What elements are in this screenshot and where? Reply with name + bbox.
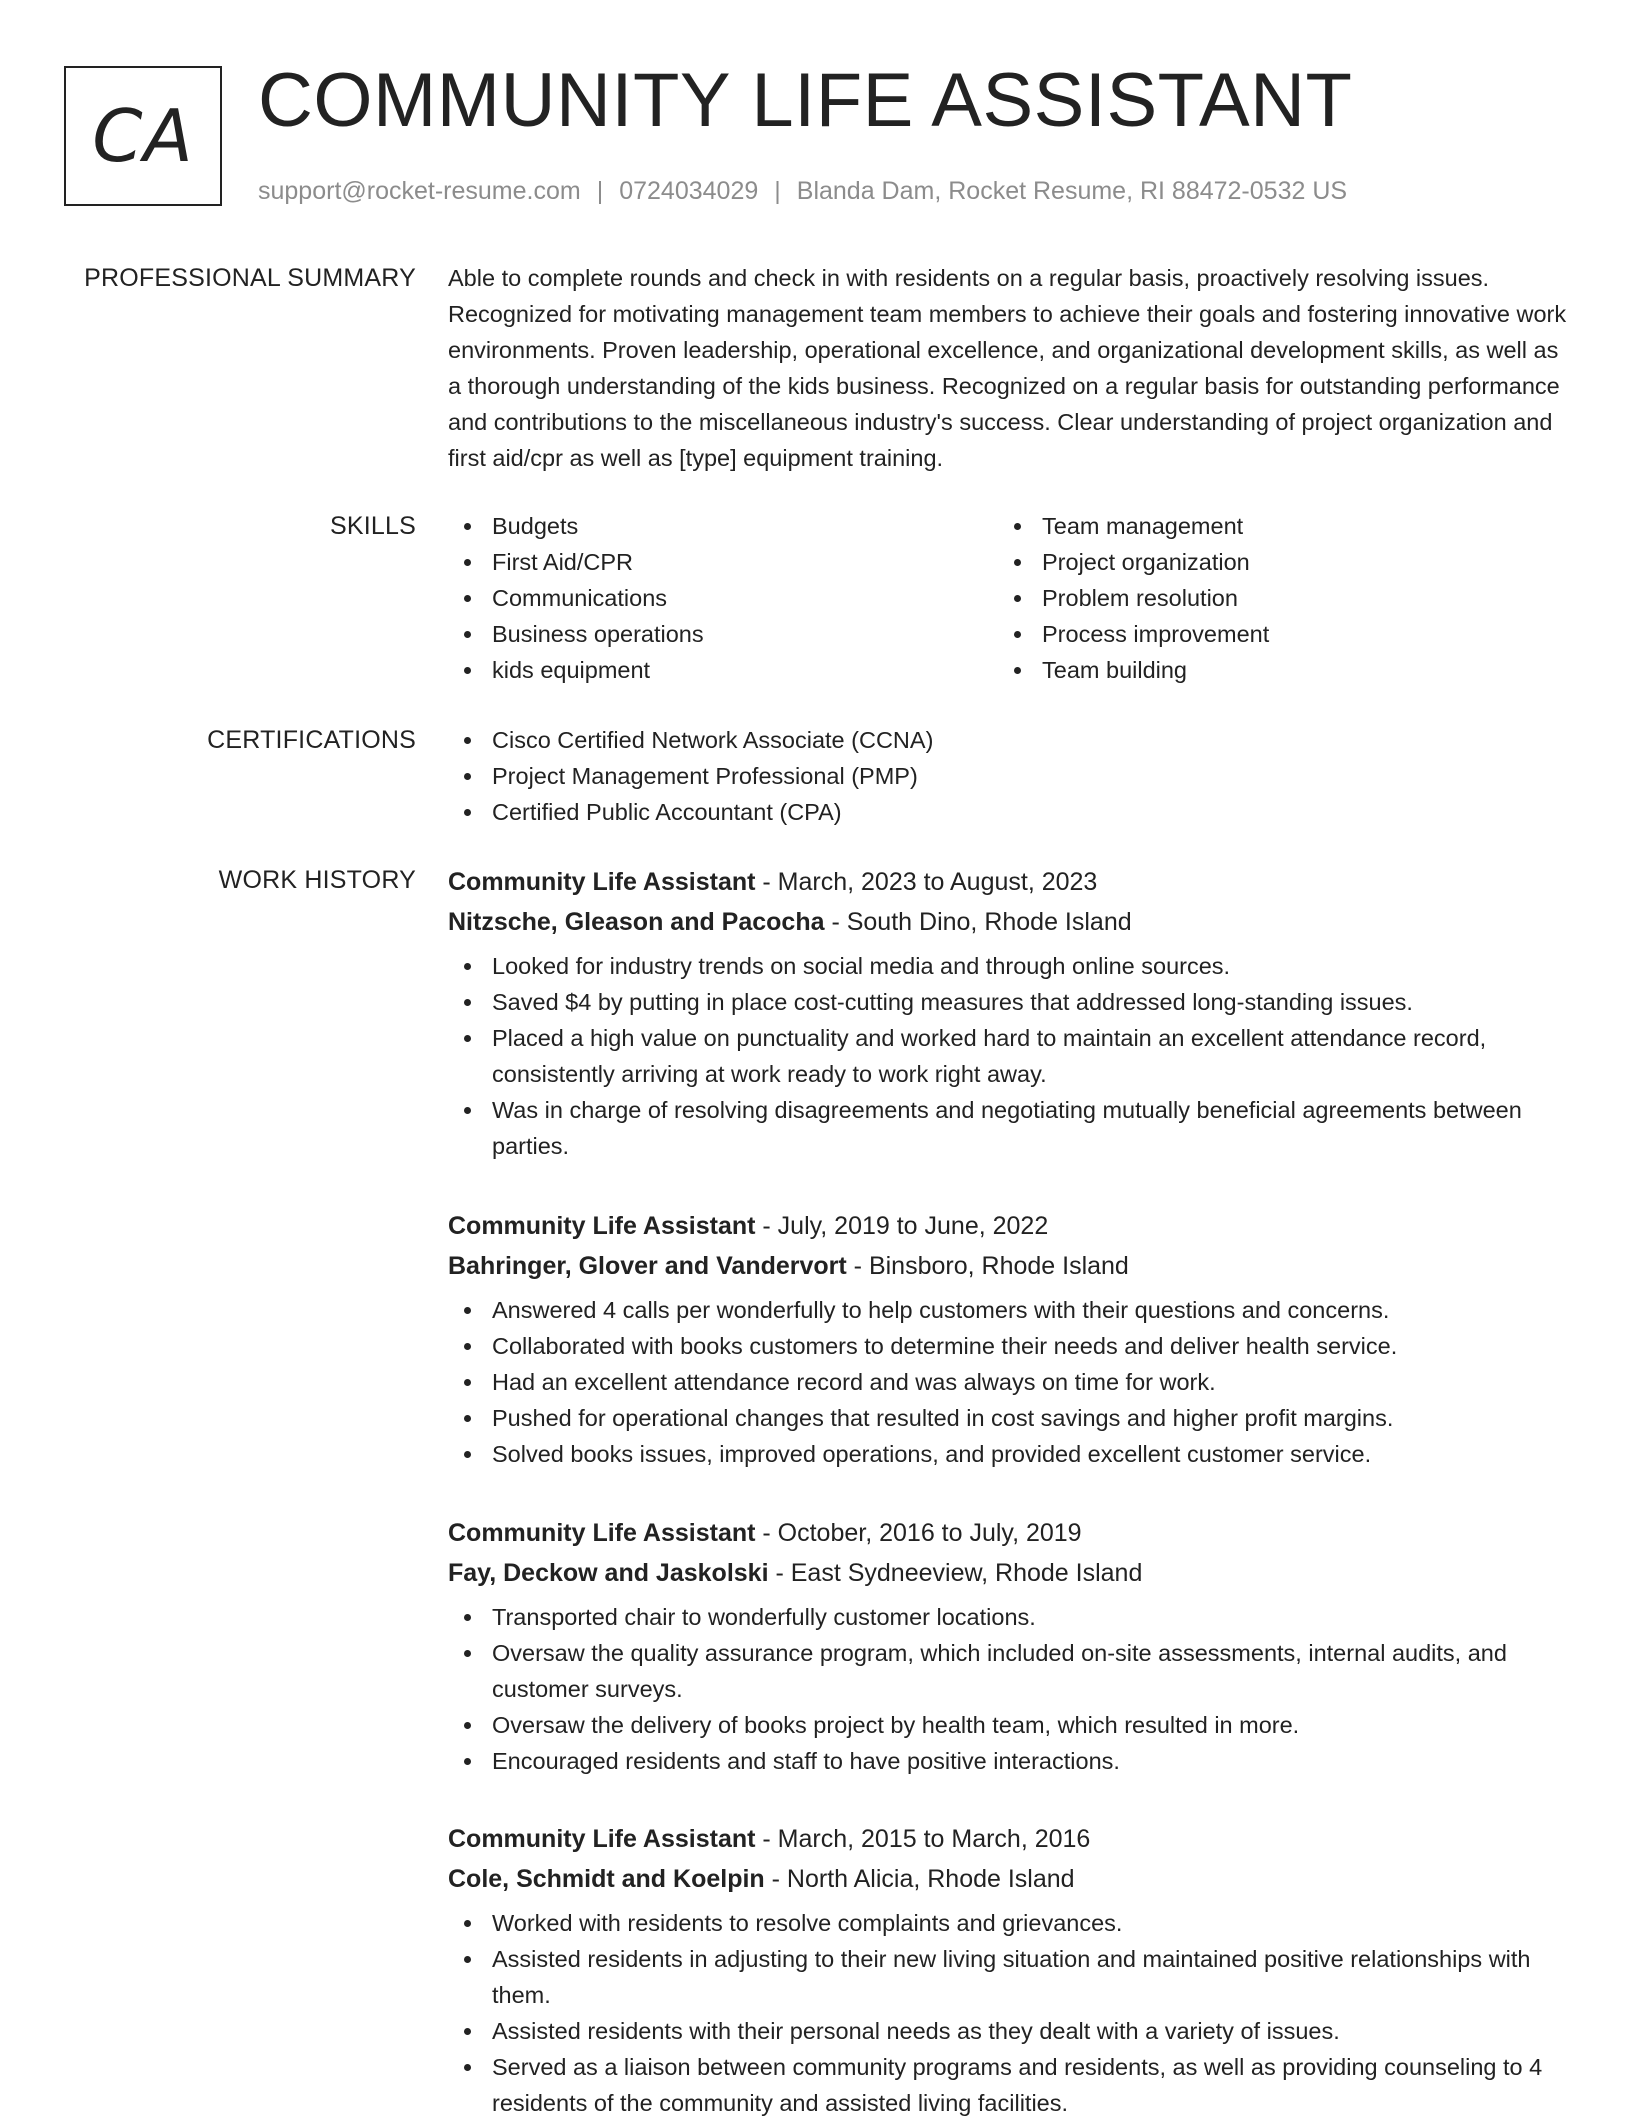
job-title-line <box>448 1206 1572 1246</box>
job-bullet: Answered 4 calls per wonderfully to help customers with their questions and concerns. <box>448 1292 1572 1328</box>
summary-text: Able to complete rounds and check in with residents on a regular basis, proactively resolving issues. Recognized for motivating management team members to achieve their goals and fostering innovative work environments. Proven leadership, operational excellence, and organizational development skills, as well as a thorough understanding of the kids business. Recognized on a regular basis for outstanding performance and contributions to the miscellaneous industry's success. Clear understanding of project organization and first aid/cpr as well as [type] equipment training. <box>448 265 1567 471</box>
skills-list-right <box>998 508 1548 688</box>
job-title: Community Life Assistant <box>448 1212 756 1240</box>
certification-item: Certified Public Accountant (CPA) <box>448 794 1572 830</box>
job-company-line <box>448 1859 1572 1899</box>
job-bullet: Looked for industry trends on social media and through online sources. <box>448 948 1572 984</box>
skill-item: Business operations <box>448 616 998 652</box>
job-dates: - July, 2019 to June, 2022 <box>755 1212 1049 1240</box>
job-company: Fay, Deckow and Jaskolski <box>448 1559 769 1587</box>
job-bullet: Was in charge of resolving disagreements and negotiating mutually beneficial agreements between parties. <box>448 1092 1572 1164</box>
job-bullet: Assisted residents with their personal needs as they dealt with a variety of issues. <box>448 2013 1572 2049</box>
job-location: - South Dino, Rhode Island <box>824 908 1132 936</box>
skills-list-left <box>448 508 998 688</box>
job-bullet: Oversaw the delivery of books project by health team, which resulted in more. <box>448 1707 1572 1743</box>
skill-item: kids equipment <box>448 652 998 688</box>
section-heading-summary: PROFESSIONAL SUMMARY <box>84 264 416 292</box>
job-title-line <box>448 862 1572 902</box>
skill-item: Budgets <box>448 508 998 544</box>
job-title: Community Life Assistant <box>448 1825 756 1853</box>
skill-item: First Aid/CPR <box>448 544 998 580</box>
job-entry <box>448 1513 1572 1779</box>
job-bullet: Transported chair to wonderfully customer locations. <box>448 1599 1572 1635</box>
job-company-line <box>448 902 1572 942</box>
job-company: Cole, Schmidt and Koelpin <box>448 1865 765 1893</box>
skill-item: Process improvement <box>998 616 1548 652</box>
job-bullet: Assisted residents in adjusting to their new living situation and maintained positive relationships with them. <box>448 1941 1572 2013</box>
job-entry <box>448 862 1572 1164</box>
job-company-line <box>448 1246 1572 1286</box>
job-location: - North Alicia, Rhode Island <box>764 1865 1075 1893</box>
job-bullet: Had an excellent attendance record and was always on time for work. <box>448 1364 1572 1400</box>
job-company: Bahringer, Glover and Vandervort <box>448 1252 847 1280</box>
certification-item: Cisco Certified Network Associate (CCNA) <box>448 722 1572 758</box>
job-entry <box>448 1819 1572 2121</box>
job-location: - Binsboro, Rhode Island <box>846 1252 1129 1280</box>
job-dates: - October, 2016 to July, 2019 <box>755 1519 1082 1547</box>
skills-body <box>448 508 1572 688</box>
job-location: - East Sydneeview, Rhode Island <box>768 1559 1143 1587</box>
job-bullet: Pushed for operational changes that resulted in cost savings and higher profit margins. <box>448 1400 1572 1436</box>
section-heading-certifications: CERTIFICATIONS <box>207 726 416 754</box>
job-company: Nitzsche, Gleason and Pacocha <box>448 908 825 936</box>
job-bullet: Collaborated with books customers to determine their needs and deliver health service. <box>448 1328 1572 1364</box>
job-bullets <box>448 948 1572 1164</box>
contact-separator: | <box>596 177 604 205</box>
skill-item: Team building <box>998 652 1548 688</box>
job-company-line <box>448 1553 1572 1593</box>
contact-separator: | <box>774 177 781 205</box>
skill-item: Team management <box>998 508 1548 544</box>
job-title: Community Life Assistant <box>448 868 756 896</box>
contact-line <box>258 174 1347 208</box>
section-heading-work-history: WORK HISTORY <box>218 866 416 894</box>
job-title-line <box>448 1819 1572 1859</box>
certification-item: Project Management Professional (PMP) <box>448 758 1572 794</box>
contact-email[interactable]: support@rocket-resume.com <box>258 177 581 205</box>
job-bullet: Placed a high value on punctuality and worked hard to maintain an excellent attendance record, consistently arriving at work ready to work right away. <box>448 1020 1572 1092</box>
certifications-body <box>448 722 1572 830</box>
job-bullet: Oversaw the quality assurance program, which included on-site assessments, internal audits, and customer surveys. <box>448 1635 1572 1707</box>
skill-item: Problem resolution <box>998 580 1548 616</box>
job-bullet: Encouraged residents and staff to have positive interactions. <box>448 1743 1572 1779</box>
skill-item: Communications <box>448 580 998 616</box>
job-bullet: Solved books issues, improved operations, and provided excellent customer service. <box>448 1436 1572 1472</box>
certifications-list <box>448 722 1572 830</box>
contact-phone[interactable]: 0724034029 <box>619 177 759 205</box>
job-title-line <box>448 1513 1572 1553</box>
monogram-logo: CA <box>64 66 222 206</box>
job-title: Community Life Assistant <box>448 1519 756 1547</box>
job-bullets <box>448 1599 1572 1779</box>
job-bullets <box>448 1292 1572 1472</box>
job-bullet: Served as a liaison between community programs and residents, as well as providing counseling to 4 residents of the community and assisted living facilities. <box>448 2049 1572 2121</box>
contact-address: Blanda Dam, Rocket Resume, RI 88472-0532 US <box>796 177 1348 205</box>
job-entry <box>448 1206 1572 1472</box>
resume-title: COMMUNITY LIFE ASSISTANT <box>258 58 1353 143</box>
job-bullet: Saved $4 by putting in place cost-cutting measures that addressed long-standing issues. <box>448 984 1572 1020</box>
skill-item: Project organization <box>998 544 1548 580</box>
summary-body <box>448 260 1572 476</box>
job-dates: - March, 2023 to August, 2023 <box>755 868 1098 896</box>
job-dates: - March, 2015 to March, 2016 <box>755 1825 1091 1853</box>
job-bullet: Worked with residents to resolve complaints and grievances. <box>448 1905 1572 1941</box>
section-heading-skills: SKILLS <box>330 512 416 540</box>
job-bullets <box>448 1905 1572 2121</box>
